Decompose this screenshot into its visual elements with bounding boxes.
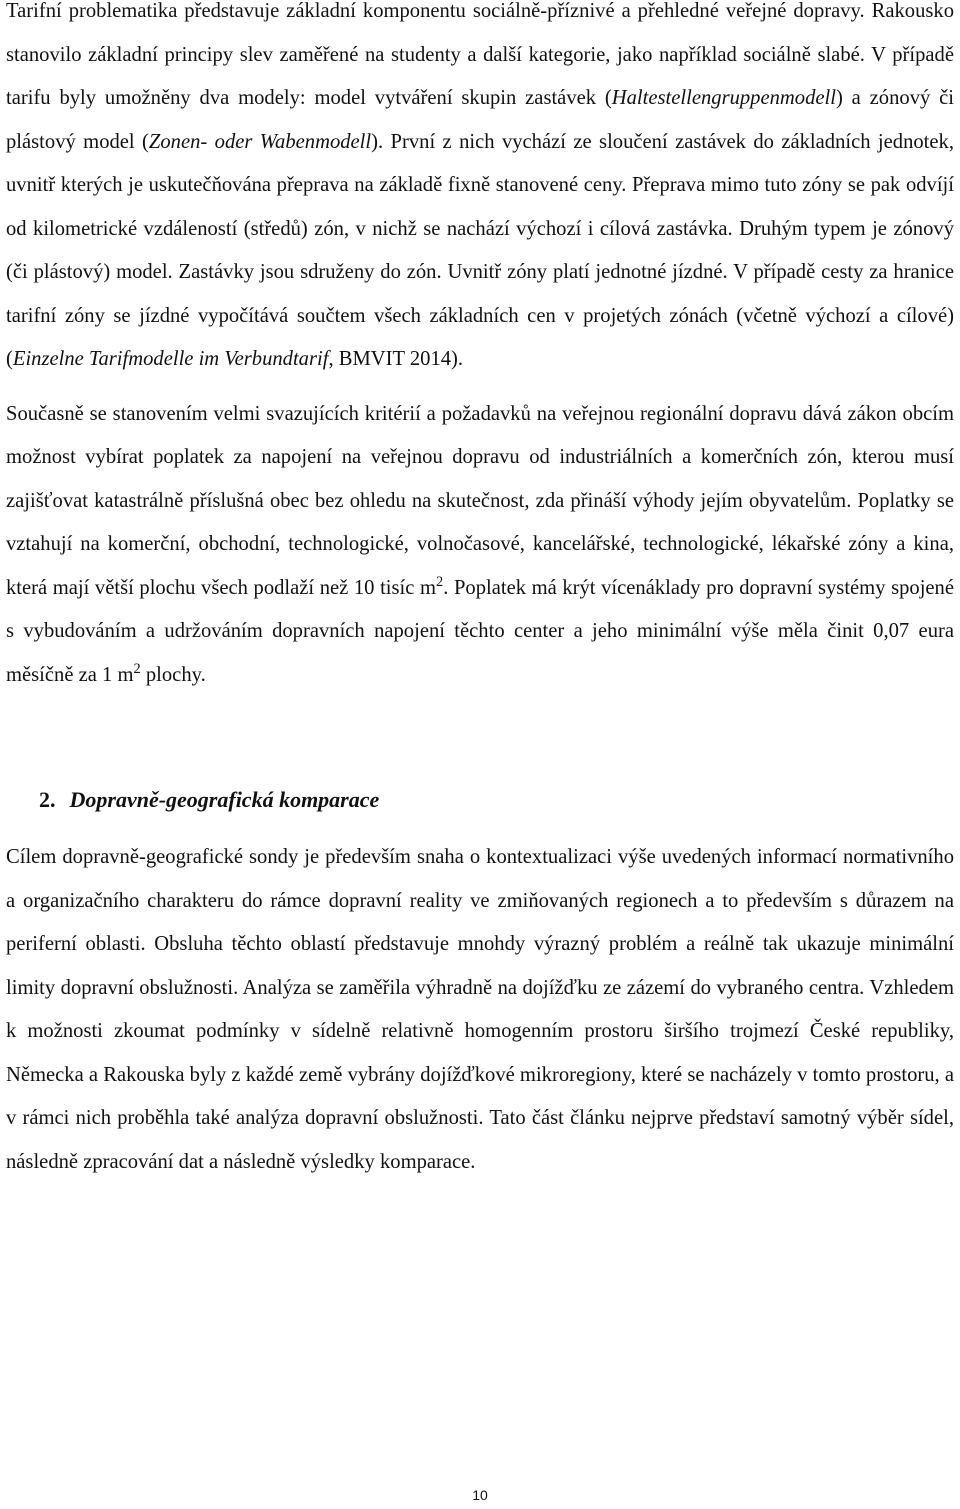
document-page — [6, 0, 954, 1184]
page-number: 10 — [472, 1487, 488, 1503]
text-run: , BMVIT 2014). — [328, 348, 464, 370]
paragraph-comparison: Cílem dopravně-geografické sondy je především snaha o kontextualizaci výše uvedených informací normativního a organizačního charakteru do rámce dopravní reality ve zmiňovaných regionech a to především s důrazem na periferní oblasti. Obsluha těchto oblastí představuje mnohdy výrazný problém a reálně tak ukazuje minimální limity dopravní obslužnosti. Analýza se zaměřila výhradně na dojížďku ze zázemí do vybraného centra. Vzhledem k možnosti zkoumat podmínky v sídelně relativně homogenním prostoru širšího trojmezí České republiky, Německa a Rakouska byly z každé země vybrány dojížďkové mikroregiony, které se nacházely v tomto prostoru, a v rámci nich proběhla také analýza dopravní obslužnosti. Tato část článku nejprve představí samotný výběr sídel, následně zpracování dat a následně výsledky komparace. — [6, 846, 954, 1173]
text-run: ) a zónový či plástový model ( — [6, 87, 954, 153]
text-run: Současně se stanovením velmi svazujících kritérií a požadavků na veřejnou regionální dopravu dává zákon obcím možnost vybírat poplatek za napojení na veřejnou dopravu od industriálních a komerčních zón, kterou musí zajišťovat katastrálně příslušná obec bez ohledu na skutečnost, zda přináší výhody jejím obyvatelům. Poplatky se vztahují na komerční, obchodní, technologické, volnočasové, kancelářské, technologické, lékařské zóny a kina, která mají větší plochu všech podlaží než 10 tisíc m — [6, 402, 954, 599]
section-heading — [6, 785, 954, 815]
paragraph-fees — [6, 393, 954, 698]
superscript: 2 — [436, 573, 444, 590]
section-title: Dopravně-geografická komparace — [69, 787, 380, 812]
italic-citation: Einzelne Tarifmodelle im Verbundtarif — [12, 348, 329, 370]
italic-term: Zonen- oder Wabenmodell — [148, 130, 372, 153]
italic-term: Haltestellengruppenmodell — [611, 87, 836, 109]
text-run: . Poplatek má krýt vícenáklady pro dopravní systémy spojené s vybudováním a udržováním dopravních napojení těchto center a jeho minimální výše měla činit 0,07 eura měsíčně za 1 m — [6, 576, 954, 686]
text-run: Tarifní problematika představuje základní komponentu sociálně-příznivé a přehledné veřejné dopravy. Rakousko stanovilo základní principy slev zaměřené na studenty a další kategorie, jako například sociálně slabé. V případě tarifu byly umožněny dva modely: model vytváření skupin zastávek ( — [6, 0, 954, 109]
section-number: 2. — [39, 787, 56, 812]
text-run: ). První z nich vychází ze sloučení zastávek do základních jednotek, uvnitř kterých je uskutečňována přeprava na základě fixně stanovené ceny. Přeprava mimo tuto zóny se pak odvíjí od kilometrické vzdáleností (středů) zón, v nichž se nachází výchozí i cílová zastávka. Druhým typem je zónový (či plástový) model. Zastávky jsou sdruženy do zón. Uvnitř zóny platí jednotné jízdné. V případě cesty za hranice tarifní zóny se jízdné vypočítává součtem všech základních cen v projetých zónách (včetně výchozí a cílové) ( — [6, 130, 954, 370]
text-run: plochy. — [140, 663, 206, 686]
paragraph-tariff — [6, 0, 954, 382]
superscript: 2 — [133, 660, 141, 677]
